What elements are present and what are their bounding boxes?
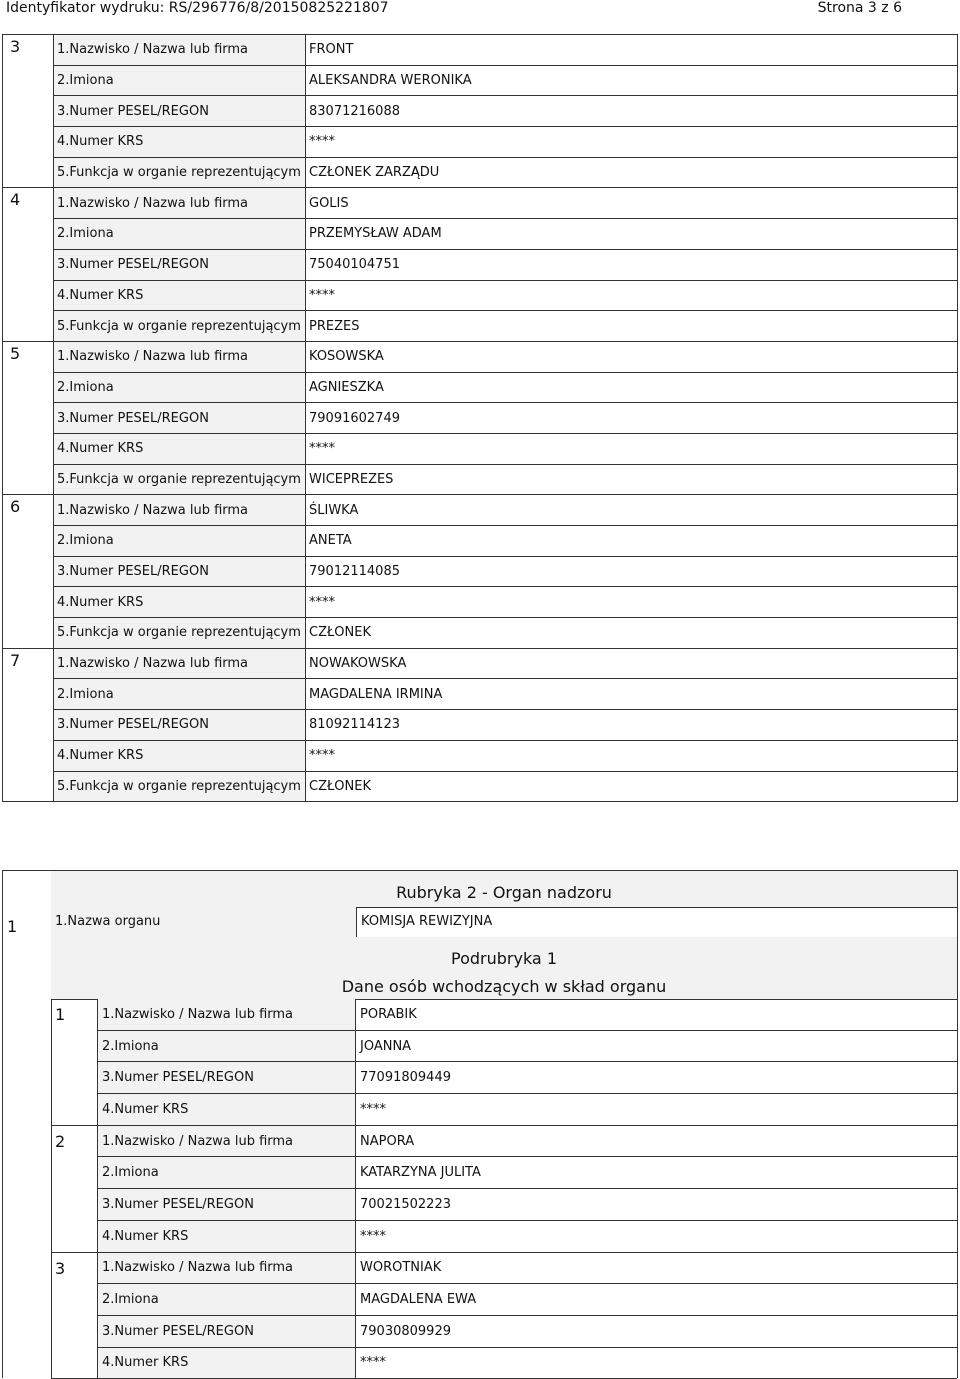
field-value: KATARZYNA JULITA — [356, 1157, 958, 1189]
field-label: 2.Imiona — [98, 1284, 356, 1316]
field-label: 2.Imiona — [54, 526, 306, 557]
field-label: 1.Nazwisko / Nazwa lub firma — [54, 341, 306, 372]
table-row — [51, 1315, 957, 1347]
field-label: 4.Numer KRS — [98, 1094, 356, 1126]
table-row — [3, 65, 958, 96]
table-row — [3, 127, 958, 158]
organ-name-label: 1.Nazwa organu — [51, 907, 357, 937]
field-label: 2.Imiona — [54, 372, 306, 403]
field-value: 70021502223 — [356, 1189, 958, 1221]
table-row — [51, 1252, 957, 1284]
table-row — [3, 618, 958, 649]
table-row — [3, 341, 958, 372]
field-label: 4.Numer KRS — [98, 1347, 356, 1379]
field-label: 1.Nazwisko / Nazwa lub firma — [54, 648, 306, 679]
table-row — [3, 587, 958, 618]
field-value: CZŁONEK — [306, 771, 958, 802]
field-label: 5.Funkcja w organie reprezentującym — [54, 618, 306, 649]
podrubryka-title: Podrubryka 1 — [451, 949, 557, 968]
field-value: 77091809449 — [356, 1062, 958, 1094]
table-row — [3, 157, 958, 188]
table-row — [3, 710, 958, 741]
field-label: 3.Numer PESEL/REGON — [98, 1315, 356, 1347]
field-value: **** — [306, 740, 958, 771]
field-label: 3.Numer PESEL/REGON — [54, 96, 306, 127]
field-value: **** — [306, 587, 958, 618]
field-value: **** — [356, 1094, 958, 1126]
field-value: ŚLIWKA — [306, 495, 958, 526]
entry-number-column — [3, 907, 52, 1379]
table-row — [3, 495, 958, 526]
organ-name-value: KOMISJA REWIZYJNA — [361, 914, 493, 929]
organ-name-row — [51, 907, 957, 938]
field-value: **** — [356, 1220, 958, 1252]
table-row — [51, 1284, 957, 1316]
field-label: 4.Numer KRS — [54, 433, 306, 464]
table-row — [3, 372, 958, 403]
podrubryka-title-block — [51, 937, 957, 1000]
field-label: 3.Numer PESEL/REGON — [54, 403, 306, 434]
person-number: 3 — [51, 1252, 98, 1379]
rubryka-2-title: Rubryka 2 - Organ nadzoru — [51, 871, 957, 908]
field-label: 5.Funkcja w organie reprezentującym — [54, 771, 306, 802]
page-number: Strona 3 z 6 — [817, 0, 902, 16]
field-value: ANETA — [306, 526, 958, 557]
member-number: 3 — [3, 35, 54, 188]
table-row — [51, 1157, 957, 1189]
field-label: 1.Nazwisko / Nazwa lub firma — [98, 1125, 356, 1157]
field-label: 3.Numer PESEL/REGON — [54, 556, 306, 587]
table-row — [3, 740, 958, 771]
field-value: FRONT — [306, 35, 958, 66]
entry-number: 1 — [7, 917, 18, 936]
field-value: 81092114123 — [306, 710, 958, 741]
field-label: 4.Numer KRS — [54, 127, 306, 158]
field-value: CZŁONEK ZARZĄDU — [306, 157, 958, 188]
field-label: 3.Numer PESEL/REGON — [54, 710, 306, 741]
table-row — [51, 1094, 957, 1126]
print-identifier: Identyfikator wydruku: RS/296776/8/20150825221807 — [6, 0, 389, 16]
field-value: NOWAKOWSKA — [306, 648, 958, 679]
field-label: 2.Imiona — [54, 219, 306, 250]
field-value: **** — [356, 1347, 958, 1379]
table-row — [3, 679, 958, 710]
page-header — [0, 0, 960, 24]
table-row — [3, 526, 958, 557]
field-label: 1.Nazwisko / Nazwa lub firma — [54, 188, 306, 219]
field-value: WICEPREZES — [306, 464, 958, 495]
field-value: GOLIS — [306, 188, 958, 219]
table-row — [3, 249, 958, 280]
table-row — [3, 188, 958, 219]
field-value: WOROTNIAK — [356, 1252, 958, 1284]
table-row — [3, 464, 958, 495]
field-value: **** — [306, 280, 958, 311]
field-label: 4.Numer KRS — [54, 587, 306, 618]
field-value: PREZES — [306, 311, 958, 342]
member-number: 6 — [3, 495, 54, 648]
member-number: 7 — [3, 648, 54, 801]
field-label: 4.Numer KRS — [54, 280, 306, 311]
table-row — [3, 771, 958, 802]
field-value: 79091602749 — [306, 403, 958, 434]
field-value: **** — [306, 127, 958, 158]
field-value: NAPORA — [356, 1125, 958, 1157]
field-value: KOSOWSKA — [306, 341, 958, 372]
field-label: 5.Funkcja w organie reprezentującym — [54, 157, 306, 188]
person-number: 1 — [51, 999, 98, 1125]
field-label: 2.Imiona — [54, 65, 306, 96]
table-row — [3, 403, 958, 434]
field-label: 3.Numer PESEL/REGON — [98, 1189, 356, 1221]
field-label: 5.Funkcja w organie reprezentującym — [54, 311, 306, 342]
table-row — [3, 311, 958, 342]
field-label: 2.Imiona — [98, 1157, 356, 1189]
table-row — [3, 35, 958, 66]
field-label: 4.Numer KRS — [98, 1220, 356, 1252]
person-number: 2 — [51, 1125, 98, 1252]
table-row — [51, 1030, 957, 1062]
podrubryka-1 — [51, 937, 957, 1379]
podrubryka-subtitle: Dane osób wchodzących w skład organu — [341, 977, 667, 996]
table-row — [3, 433, 958, 464]
field-value: ALEKSANDRA WERONIKA — [306, 65, 958, 96]
field-label: 2.Imiona — [98, 1030, 356, 1062]
field-label: 2.Imiona — [54, 679, 306, 710]
field-label: 1.Nazwisko / Nazwa lub firma — [98, 1252, 356, 1284]
table-row — [51, 1220, 957, 1252]
field-value: MAGDALENA EWA — [356, 1284, 958, 1316]
field-value: AGNIESZKA — [306, 372, 958, 403]
field-value: PRZEMYSŁAW ADAM — [306, 219, 958, 250]
table-row — [51, 1125, 957, 1157]
field-label: 1.Nazwisko / Nazwa lub firma — [54, 495, 306, 526]
field-value: 75040104751 — [306, 249, 958, 280]
field-value: PORABIK — [356, 999, 958, 1030]
table-row — [51, 1062, 957, 1094]
field-label: 1.Nazwisko / Nazwa lub firma — [54, 35, 306, 66]
board-members-table — [2, 34, 958, 802]
field-label: 1.Nazwisko / Nazwa lub firma — [98, 999, 356, 1030]
field-value: JOANNA — [356, 1030, 958, 1062]
member-number: 4 — [3, 188, 54, 341]
table-row — [51, 1347, 957, 1379]
field-value: CZŁONEK — [306, 618, 958, 649]
organ-persons-table — [51, 999, 957, 1379]
field-label: 5.Funkcja w organie reprezentującym — [54, 464, 306, 495]
field-label: 3.Numer PESEL/REGON — [54, 249, 306, 280]
member-number: 5 — [3, 341, 54, 494]
table-row — [3, 96, 958, 127]
field-value: 79012114085 — [306, 556, 958, 587]
table-row — [3, 280, 958, 311]
field-value: **** — [306, 433, 958, 464]
field-value: 83071216088 — [306, 96, 958, 127]
table-row — [51, 999, 957, 1030]
table-row — [3, 556, 958, 587]
field-label: 4.Numer KRS — [54, 740, 306, 771]
field-value: MAGDALENA IRMINA — [306, 679, 958, 710]
table-row — [3, 219, 958, 250]
field-label: 3.Numer PESEL/REGON — [98, 1062, 356, 1094]
field-value: 79030809929 — [356, 1315, 958, 1347]
rubryka-2-section — [2, 870, 958, 1378]
table-row — [51, 1189, 957, 1221]
table-row — [3, 648, 958, 679]
